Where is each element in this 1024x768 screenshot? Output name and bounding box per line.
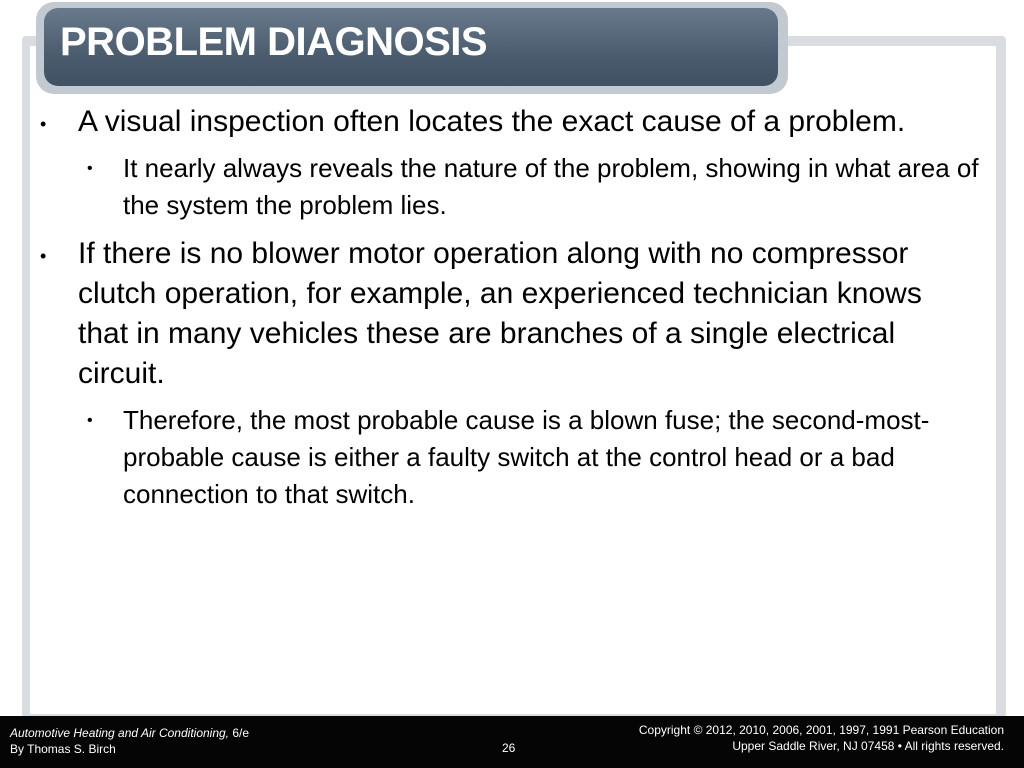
bullet-icon: • xyxy=(40,114,47,134)
bullet-level-1 xyxy=(30,102,980,142)
bullet-level-2 xyxy=(30,150,980,224)
slide-title: PROBLEM DIAGNOSIS xyxy=(60,20,488,64)
bullet-list xyxy=(30,102,980,523)
bullet-text: A visual inspection often locates the exact cause of a problem. xyxy=(78,105,906,138)
bullet-icon: • xyxy=(87,160,93,177)
publisher-address: Upper Saddle River, NJ 07458 • All rights reserved. xyxy=(732,739,1004,753)
book-author: By Thomas S. Birch xyxy=(10,742,116,756)
bullet-icon: • xyxy=(87,412,93,429)
bullet-text: It nearly always reveals the nature of the problem, showing in what area of the system the problem lies. xyxy=(123,153,979,220)
footer-copyright xyxy=(639,722,1004,754)
copyright-text: Copyright © 2012, 2010, 2006, 2001, 1997, 1991 Pearson Education xyxy=(638,723,1004,737)
bullet-text: Therefore, the most probable cause is a blown fuse; the second-most-probable cause is either a faulty switch at the control head or a bad connection to that switch. xyxy=(123,405,930,509)
book-title: Automotive Heating and Air Conditioning, xyxy=(10,726,230,740)
page-number: 26 xyxy=(502,741,516,755)
bullet-level-2 xyxy=(30,402,980,513)
bullet-level-1 xyxy=(30,234,980,394)
bullet-text: If there is no blower motor operation along with no compressor clutch operation, for example, an experienced technician knows that in many vehicles these are branches of a single electrical circuit. xyxy=(78,237,922,390)
book-edition: 6/e xyxy=(229,726,250,740)
footer-book-info xyxy=(10,725,249,757)
bullet-icon: • xyxy=(40,246,47,266)
footer-bar xyxy=(0,716,1024,768)
